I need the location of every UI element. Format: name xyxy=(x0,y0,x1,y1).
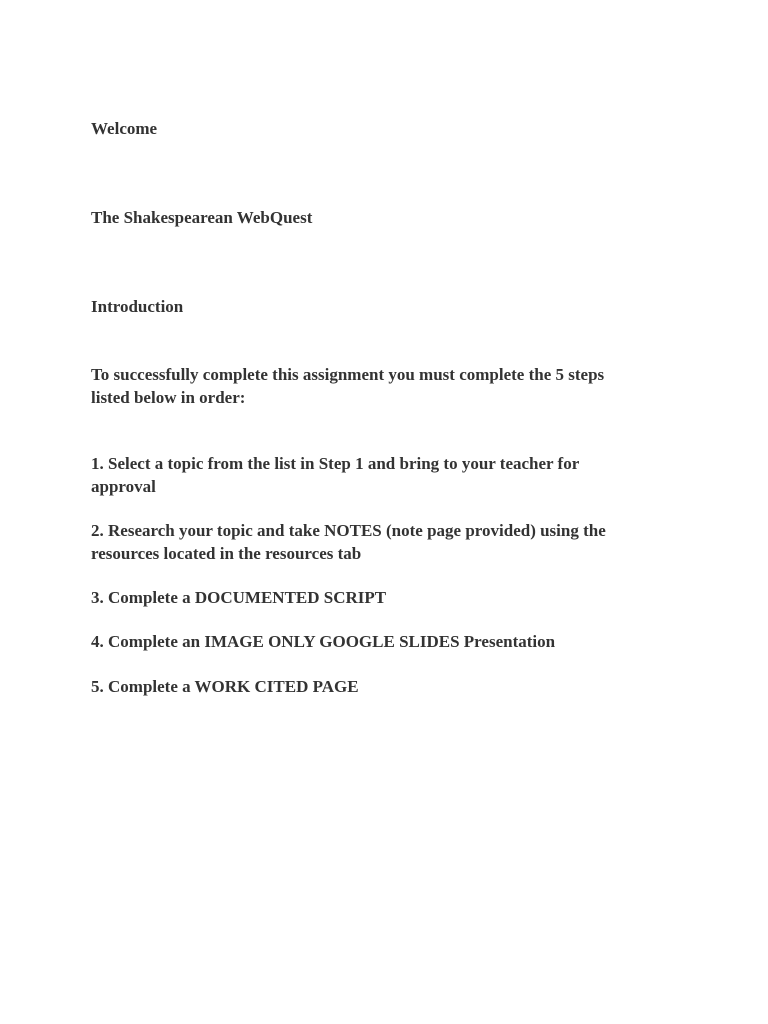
step-2-line: 2. Research your topic and take NOTES (note page provided) using the xyxy=(91,521,606,540)
welcome-heading: Welcome xyxy=(91,119,158,138)
intro-paragraph-line: listed below in order: xyxy=(91,388,246,407)
introduction-heading: Introduction xyxy=(91,297,184,316)
step-4: 4. Complete an IMAGE ONLY GOOGLE SLIDES Presentation xyxy=(91,632,556,651)
step-2-line: resources located in the resources tab xyxy=(91,544,362,563)
intro-paragraph-line: To successfully complete this assignment you must complete the 5 steps xyxy=(91,365,605,384)
step-2 xyxy=(91,519,691,565)
intro-paragraph xyxy=(91,363,691,409)
step-1-line: 1. Select a topic from the list in Step 1 and bring to your teacher for xyxy=(91,454,580,473)
step-1 xyxy=(91,452,691,498)
step-3: 3. Complete a DOCUMENTED SCRIPT xyxy=(91,588,387,607)
page-title: The Shakespearean WebQuest xyxy=(91,208,313,227)
step-1-line: approval xyxy=(91,477,156,496)
step-5: 5. Complete a WORK CITED PAGE xyxy=(91,677,359,696)
